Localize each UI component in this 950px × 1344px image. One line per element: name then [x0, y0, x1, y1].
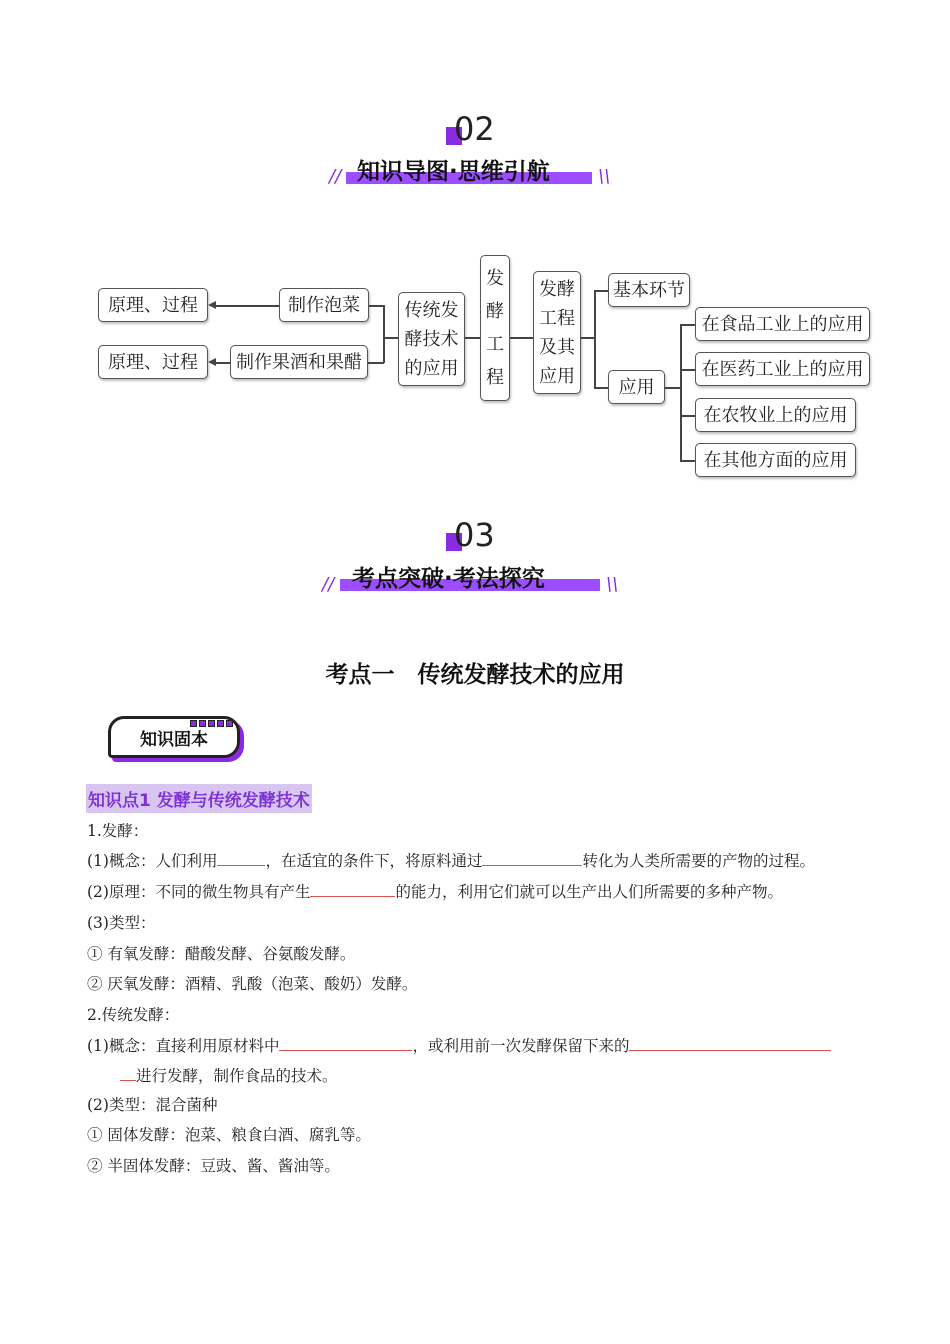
- banner-number: 03: [454, 516, 495, 554]
- mindmap-node-wine-vinegar: 制作果酒和果醋: [230, 345, 368, 379]
- connector: [680, 415, 695, 417]
- text-segment: 的能力，利用它们就可以生产出人们所需要的多种产物。: [395, 883, 783, 901]
- mindmap-node-food-industry: 在食品工业上的应用: [695, 307, 870, 341]
- mindmap-char: 程: [486, 367, 504, 388]
- text-segment: (1)概念：人们利用: [87, 852, 218, 870]
- mindmap-char: 发: [486, 268, 504, 289]
- connector: [214, 362, 230, 364]
- mindmap-node-other: 在其他方面的应用: [695, 443, 856, 477]
- mindmap-char: 工: [486, 334, 504, 355]
- fill-blank[interactable]: [279, 1036, 412, 1051]
- connector: [368, 362, 384, 364]
- content-line: [87, 850, 815, 872]
- connector: [581, 337, 595, 339]
- mindmap-node-basic-steps: 基本环节: [608, 273, 690, 307]
- mindmap-node-agriculture: 在农牧业上的应用: [695, 398, 856, 432]
- content-line: [120, 1065, 338, 1087]
- mindmap-node-principle-bottom: 原理、过程: [98, 345, 208, 379]
- mindmap-line: 应用: [539, 365, 575, 387]
- connector: [594, 290, 596, 388]
- mindmap-node-principle-top: 原理、过程: [98, 288, 208, 322]
- arrow-left-icon: [208, 358, 216, 366]
- fill-blank[interactable]: [217, 851, 265, 866]
- connector: [665, 387, 681, 389]
- text-segment: 转化为人类所需要的产物的过程。: [582, 852, 815, 870]
- knowledge-badge: 知识固本: [108, 716, 240, 758]
- content-line: 2.传统发酵：: [87, 1006, 180, 1024]
- mindmap-line: 发酵: [539, 278, 575, 300]
- fill-blank[interactable]: [310, 882, 395, 897]
- mindmap-node-engineering-application: [533, 271, 581, 394]
- text-segment: ，在适宜的条件下，将原料通过: [265, 852, 483, 870]
- knowledge-point-title: 知识点1 发酵与传统发酵技术: [86, 784, 312, 813]
- mindmap-line: 酵技术: [404, 328, 459, 350]
- fill-blank[interactable]: [120, 1066, 136, 1081]
- connector: [594, 290, 608, 292]
- connector: [680, 460, 695, 462]
- mindmap-char: 酵: [486, 301, 504, 322]
- content-line: [87, 881, 783, 903]
- connector: [465, 337, 480, 339]
- content-line: ① 有氧发酵：醋酸发酵、谷氨酸发酵。: [87, 945, 356, 963]
- slash-decoration-icon: //: [329, 166, 342, 187]
- banner-title: 知识导图·思维引航: [357, 159, 550, 185]
- connector: [680, 324, 695, 326]
- mindmap-line: 的应用: [404, 357, 459, 379]
- connector: [214, 305, 279, 307]
- slash-decoration-icon: \\: [606, 574, 619, 595]
- banner-number: 02: [454, 110, 495, 148]
- section-title: 考点一 传统发酵技术的应用: [325, 662, 625, 688]
- mindmap-line: 传统发: [404, 299, 459, 321]
- content-line: 1.发酵：: [87, 822, 149, 840]
- text-segment: 进行发酵，制作食品的技术。: [136, 1067, 338, 1085]
- slash-decoration-icon: //: [322, 574, 335, 595]
- content-line: ② 厌氧发酵：酒精、乳酸（泡菜、酸奶）发酵。: [87, 975, 418, 993]
- mindmap-node-fermentation-engineering: [480, 255, 510, 401]
- connector: [384, 337, 398, 339]
- connector: [680, 324, 682, 461]
- fill-blank[interactable]: [482, 851, 582, 866]
- content-line: ② 半固体发酵：豆豉、酱、酱油等。: [87, 1157, 340, 1175]
- arrow-left-icon: [208, 301, 216, 309]
- content-line: ① 固体发酵：泡菜、粮食白酒、腐乳等。: [87, 1126, 371, 1144]
- connector: [383, 305, 385, 363]
- content-line: (3)类型：: [87, 914, 156, 932]
- connector: [680, 369, 695, 371]
- connector: [369, 305, 384, 307]
- mindmap-line: 工程: [539, 307, 575, 329]
- mindmap-node-traditional: [398, 292, 465, 386]
- text-segment: (2)原理：不同的微生物具有产生: [87, 883, 311, 901]
- badge-dots-icon: [190, 712, 235, 731]
- mindmap-node-pickle: 制作泡菜: [279, 288, 369, 322]
- connector: [594, 387, 608, 389]
- connector: [510, 337, 533, 339]
- banner-title: 考点突破·考法探究: [352, 566, 545, 592]
- fill-blank[interactable]: [629, 1036, 831, 1051]
- content-line: (2)类型：混合菌种: [87, 1096, 218, 1114]
- mindmap-node-application: 应用: [608, 370, 665, 404]
- content-line: [87, 1035, 831, 1057]
- text-segment: (1)概念：直接利用原材料中: [87, 1037, 280, 1055]
- mindmap-node-pharma-industry: 在医药工业上的应用: [695, 352, 870, 386]
- slash-decoration-icon: \\: [598, 166, 611, 187]
- mindmap-line: 及其: [539, 336, 575, 358]
- text-segment: ，或利用前一次发酵保留下来的: [412, 1037, 630, 1055]
